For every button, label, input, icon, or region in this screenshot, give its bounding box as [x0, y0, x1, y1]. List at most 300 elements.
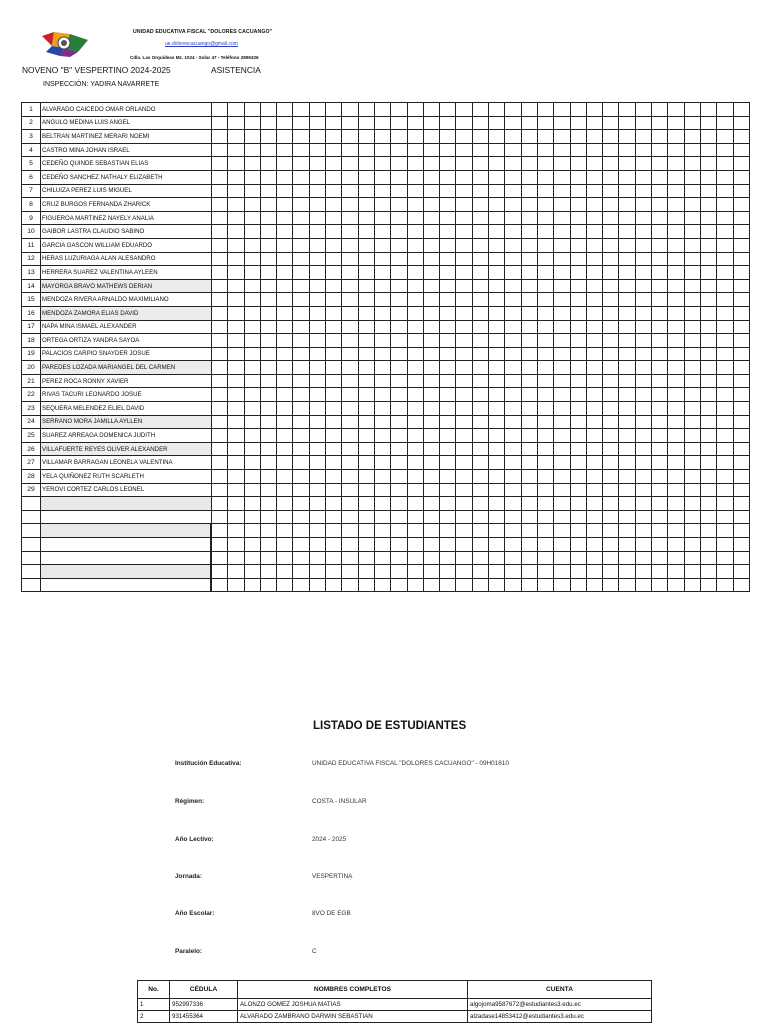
attendance-cell[interactable]: [309, 116, 325, 130]
attendance-cell[interactable]: [407, 170, 423, 184]
attendance-cell[interactable]: [456, 170, 472, 184]
attendance-cell[interactable]: [228, 538, 244, 552]
attendance-cell[interactable]: [456, 551, 472, 565]
attendance-cell[interactable]: [652, 306, 668, 320]
attendance-cell[interactable]: [293, 402, 309, 416]
attendance-cell[interactable]: [440, 361, 456, 375]
attendance-cell[interactable]: [521, 103, 537, 117]
attendance-cell[interactable]: [521, 524, 537, 538]
attendance-cell[interactable]: [326, 320, 342, 334]
attendance-cell[interactable]: [554, 442, 570, 456]
attendance-cell[interactable]: [684, 374, 700, 388]
attendance-cell[interactable]: [391, 320, 407, 334]
attendance-cell[interactable]: [717, 116, 733, 130]
attendance-cell[interactable]: [309, 402, 325, 416]
attendance-cell[interactable]: [342, 578, 358, 592]
attendance-cell[interactable]: [717, 565, 733, 579]
attendance-cell[interactable]: [277, 320, 293, 334]
attendance-cell[interactable]: [228, 402, 244, 416]
attendance-cell[interactable]: [244, 388, 260, 402]
attendance-cell[interactable]: [717, 483, 733, 497]
attendance-cell[interactable]: [326, 238, 342, 252]
attendance-cell[interactable]: [554, 510, 570, 524]
attendance-cell[interactable]: [619, 524, 635, 538]
attendance-cell[interactable]: [440, 306, 456, 320]
attendance-cell[interactable]: [733, 130, 749, 144]
attendance-cell[interactable]: [309, 470, 325, 484]
attendance-cell[interactable]: [537, 143, 553, 157]
attendance-cell[interactable]: [489, 143, 505, 157]
attendance-cell[interactable]: [472, 402, 488, 416]
attendance-cell[interactable]: [635, 565, 651, 579]
attendance-cell[interactable]: [700, 524, 716, 538]
attendance-cell[interactable]: [374, 470, 390, 484]
attendance-cell[interactable]: [619, 510, 635, 524]
attendance-cell[interactable]: [260, 143, 276, 157]
attendance-cell[interactable]: [603, 266, 619, 280]
attendance-cell[interactable]: [440, 266, 456, 280]
attendance-cell[interactable]: [211, 279, 228, 293]
attendance-cell[interactable]: [277, 483, 293, 497]
attendance-cell[interactable]: [505, 578, 521, 592]
attendance-cell[interactable]: [537, 456, 553, 470]
attendance-cell[interactable]: [407, 293, 423, 307]
attendance-cell[interactable]: [733, 456, 749, 470]
attendance-cell[interactable]: [309, 497, 325, 511]
attendance-cell[interactable]: [554, 470, 570, 484]
attendance-cell[interactable]: [358, 374, 374, 388]
attendance-cell[interactable]: [717, 456, 733, 470]
attendance-cell[interactable]: [423, 538, 439, 552]
attendance-cell[interactable]: [619, 470, 635, 484]
attendance-cell[interactable]: [309, 266, 325, 280]
attendance-cell[interactable]: [358, 170, 374, 184]
attendance-cell[interactable]: [635, 211, 651, 225]
attendance-cell[interactable]: [700, 578, 716, 592]
attendance-cell[interactable]: [652, 198, 668, 212]
attendance-cell[interactable]: [570, 103, 586, 117]
attendance-cell[interactable]: [260, 524, 276, 538]
attendance-cell[interactable]: [423, 415, 439, 429]
attendance-cell[interactable]: [652, 279, 668, 293]
attendance-cell[interactable]: [700, 238, 716, 252]
attendance-cell[interactable]: [586, 538, 602, 552]
attendance-cell[interactable]: [554, 538, 570, 552]
attendance-cell[interactable]: [391, 374, 407, 388]
attendance-cell[interactable]: [472, 266, 488, 280]
attendance-cell[interactable]: [211, 238, 228, 252]
attendance-cell[interactable]: [668, 238, 684, 252]
attendance-cell[interactable]: [228, 157, 244, 171]
attendance-cell[interactable]: [260, 565, 276, 579]
attendance-cell[interactable]: [684, 252, 700, 266]
attendance-cell[interactable]: [505, 103, 521, 117]
attendance-cell[interactable]: [489, 442, 505, 456]
attendance-cell[interactable]: [489, 510, 505, 524]
attendance-cell[interactable]: [309, 429, 325, 443]
attendance-cell[interactable]: [684, 388, 700, 402]
attendance-cell[interactable]: [423, 225, 439, 239]
attendance-cell[interactable]: [391, 347, 407, 361]
attendance-cell[interactable]: [374, 279, 390, 293]
attendance-cell[interactable]: [603, 442, 619, 456]
attendance-cell[interactable]: [684, 170, 700, 184]
attendance-cell[interactable]: [489, 184, 505, 198]
attendance-cell[interactable]: [586, 211, 602, 225]
attendance-cell[interactable]: [472, 551, 488, 565]
attendance-cell[interactable]: [472, 184, 488, 198]
attendance-cell[interactable]: [391, 551, 407, 565]
attendance-cell[interactable]: [603, 510, 619, 524]
attendance-cell[interactable]: [717, 279, 733, 293]
attendance-cell[interactable]: [684, 470, 700, 484]
attendance-cell[interactable]: [358, 538, 374, 552]
attendance-cell[interactable]: [700, 565, 716, 579]
attendance-cell[interactable]: [277, 347, 293, 361]
attendance-cell[interactable]: [440, 116, 456, 130]
attendance-cell[interactable]: [277, 238, 293, 252]
attendance-cell[interactable]: [456, 266, 472, 280]
attendance-cell[interactable]: [635, 402, 651, 416]
attendance-cell[interactable]: [537, 551, 553, 565]
attendance-cell[interactable]: [440, 402, 456, 416]
attendance-cell[interactable]: [554, 497, 570, 511]
attendance-cell[interactable]: [391, 103, 407, 117]
attendance-cell[interactable]: [635, 429, 651, 443]
attendance-cell[interactable]: [407, 510, 423, 524]
attendance-cell[interactable]: [440, 442, 456, 456]
attendance-cell[interactable]: [423, 157, 439, 171]
attendance-cell[interactable]: [472, 293, 488, 307]
attendance-cell[interactable]: [586, 578, 602, 592]
attendance-cell[interactable]: [456, 374, 472, 388]
attendance-cell[interactable]: [456, 252, 472, 266]
attendance-cell[interactable]: [309, 184, 325, 198]
attendance-cell[interactable]: [309, 374, 325, 388]
attendance-cell[interactable]: [700, 130, 716, 144]
attendance-cell[interactable]: [293, 578, 309, 592]
attendance-cell[interactable]: [733, 347, 749, 361]
attendance-cell[interactable]: [635, 415, 651, 429]
attendance-cell[interactable]: [456, 334, 472, 348]
attendance-cell[interactable]: [293, 334, 309, 348]
attendance-cell[interactable]: [733, 510, 749, 524]
attendance-cell[interactable]: [586, 225, 602, 239]
attendance-cell[interactable]: [668, 388, 684, 402]
attendance-cell[interactable]: [342, 456, 358, 470]
attendance-cell[interactable]: [326, 497, 342, 511]
attendance-cell[interactable]: [440, 334, 456, 348]
attendance-cell[interactable]: [684, 442, 700, 456]
attendance-cell[interactable]: [309, 456, 325, 470]
attendance-cell[interactable]: [211, 143, 228, 157]
attendance-cell[interactable]: [358, 483, 374, 497]
attendance-cell[interactable]: [668, 184, 684, 198]
attendance-cell[interactable]: [472, 415, 488, 429]
attendance-cell[interactable]: [342, 252, 358, 266]
attendance-cell[interactable]: [358, 510, 374, 524]
attendance-cell[interactable]: [619, 497, 635, 511]
attendance-cell[interactable]: [603, 143, 619, 157]
attendance-cell[interactable]: [603, 565, 619, 579]
attendance-cell[interactable]: [586, 374, 602, 388]
attendance-cell[interactable]: [260, 538, 276, 552]
attendance-cell[interactable]: [652, 334, 668, 348]
attendance-cell[interactable]: [521, 402, 537, 416]
attendance-cell[interactable]: [570, 442, 586, 456]
attendance-cell[interactable]: [603, 551, 619, 565]
attendance-cell[interactable]: [537, 279, 553, 293]
attendance-cell[interactable]: [586, 470, 602, 484]
attendance-cell[interactable]: [260, 578, 276, 592]
attendance-cell[interactable]: [472, 252, 488, 266]
attendance-cell[interactable]: [489, 225, 505, 239]
attendance-cell[interactable]: [521, 266, 537, 280]
attendance-cell[interactable]: [489, 252, 505, 266]
attendance-cell[interactable]: [472, 306, 488, 320]
attendance-cell[interactable]: [277, 429, 293, 443]
attendance-cell[interactable]: [505, 565, 521, 579]
attendance-cell[interactable]: [342, 116, 358, 130]
attendance-cell[interactable]: [358, 157, 374, 171]
attendance-cell[interactable]: [700, 266, 716, 280]
attendance-cell[interactable]: [260, 211, 276, 225]
attendance-cell[interactable]: [472, 103, 488, 117]
attendance-cell[interactable]: [652, 143, 668, 157]
attendance-cell[interactable]: [652, 347, 668, 361]
attendance-cell[interactable]: [423, 103, 439, 117]
attendance-cell[interactable]: [554, 456, 570, 470]
attendance-cell[interactable]: [635, 170, 651, 184]
attendance-cell[interactable]: [309, 320, 325, 334]
attendance-cell[interactable]: [652, 320, 668, 334]
attendance-cell[interactable]: [733, 402, 749, 416]
attendance-cell[interactable]: [603, 538, 619, 552]
attendance-cell[interactable]: [211, 347, 228, 361]
attendance-cell[interactable]: [733, 252, 749, 266]
attendance-cell[interactable]: [635, 361, 651, 375]
attendance-cell[interactable]: [326, 470, 342, 484]
attendance-cell[interactable]: [440, 170, 456, 184]
attendance-cell[interactable]: [717, 551, 733, 565]
attendance-cell[interactable]: [211, 565, 228, 579]
attendance-cell[interactable]: [668, 225, 684, 239]
attendance-cell[interactable]: [244, 361, 260, 375]
attendance-cell[interactable]: [440, 279, 456, 293]
attendance-cell[interactable]: [391, 361, 407, 375]
attendance-cell[interactable]: [440, 211, 456, 225]
attendance-cell[interactable]: [603, 293, 619, 307]
attendance-cell[interactable]: [456, 320, 472, 334]
attendance-cell[interactable]: [228, 347, 244, 361]
attendance-cell[interactable]: [668, 170, 684, 184]
attendance-cell[interactable]: [374, 361, 390, 375]
attendance-cell[interactable]: [326, 347, 342, 361]
attendance-cell[interactable]: [228, 293, 244, 307]
attendance-cell[interactable]: [293, 170, 309, 184]
attendance-cell[interactable]: [260, 442, 276, 456]
attendance-cell[interactable]: [733, 157, 749, 171]
attendance-cell[interactable]: [505, 143, 521, 157]
attendance-cell[interactable]: [700, 225, 716, 239]
attendance-cell[interactable]: [537, 347, 553, 361]
attendance-cell[interactable]: [358, 524, 374, 538]
attendance-cell[interactable]: [521, 334, 537, 348]
attendance-cell[interactable]: [277, 374, 293, 388]
attendance-cell[interactable]: [342, 103, 358, 117]
attendance-cell[interactable]: [342, 361, 358, 375]
attendance-cell[interactable]: [570, 279, 586, 293]
attendance-cell[interactable]: [374, 483, 390, 497]
attendance-cell[interactable]: [668, 402, 684, 416]
attendance-cell[interactable]: [244, 334, 260, 348]
attendance-cell[interactable]: [293, 116, 309, 130]
attendance-cell[interactable]: [570, 538, 586, 552]
attendance-cell[interactable]: [505, 470, 521, 484]
attendance-cell[interactable]: [619, 483, 635, 497]
attendance-cell[interactable]: [554, 524, 570, 538]
attendance-cell[interactable]: [505, 279, 521, 293]
attendance-cell[interactable]: [537, 578, 553, 592]
attendance-cell[interactable]: [505, 266, 521, 280]
attendance-cell[interactable]: [244, 320, 260, 334]
attendance-cell[interactable]: [407, 266, 423, 280]
attendance-cell[interactable]: [603, 320, 619, 334]
attendance-cell[interactable]: [570, 306, 586, 320]
attendance-cell[interactable]: [293, 497, 309, 511]
attendance-cell[interactable]: [489, 266, 505, 280]
attendance-cell[interactable]: [228, 320, 244, 334]
attendance-cell[interactable]: [717, 374, 733, 388]
attendance-cell[interactable]: [700, 306, 716, 320]
attendance-cell[interactable]: [440, 143, 456, 157]
attendance-cell[interactable]: [228, 374, 244, 388]
attendance-cell[interactable]: [619, 279, 635, 293]
attendance-cell[interactable]: [456, 347, 472, 361]
attendance-cell[interactable]: [293, 238, 309, 252]
attendance-cell[interactable]: [603, 306, 619, 320]
attendance-cell[interactable]: [700, 170, 716, 184]
attendance-cell[interactable]: [342, 170, 358, 184]
attendance-cell[interactable]: [407, 470, 423, 484]
attendance-cell[interactable]: [326, 538, 342, 552]
attendance-cell[interactable]: [342, 334, 358, 348]
attendance-cell[interactable]: [570, 143, 586, 157]
attendance-cell[interactable]: [260, 238, 276, 252]
attendance-cell[interactable]: [211, 456, 228, 470]
attendance-cell[interactable]: [391, 497, 407, 511]
attendance-cell[interactable]: [586, 429, 602, 443]
attendance-cell[interactable]: [619, 103, 635, 117]
attendance-cell[interactable]: [342, 266, 358, 280]
attendance-cell[interactable]: [619, 170, 635, 184]
attendance-cell[interactable]: [260, 184, 276, 198]
attendance-cell[interactable]: [374, 211, 390, 225]
attendance-cell[interactable]: [456, 402, 472, 416]
attendance-cell[interactable]: [700, 252, 716, 266]
attendance-cell[interactable]: [211, 442, 228, 456]
attendance-cell[interactable]: [717, 415, 733, 429]
attendance-cell[interactable]: [570, 470, 586, 484]
attendance-cell[interactable]: [684, 211, 700, 225]
attendance-cell[interactable]: [619, 374, 635, 388]
attendance-cell[interactable]: [537, 388, 553, 402]
attendance-cell[interactable]: [570, 361, 586, 375]
attendance-cell[interactable]: [228, 442, 244, 456]
attendance-cell[interactable]: [505, 551, 521, 565]
attendance-cell[interactable]: [717, 170, 733, 184]
attendance-cell[interactable]: [456, 470, 472, 484]
attendance-cell[interactable]: [374, 510, 390, 524]
attendance-cell[interactable]: [342, 524, 358, 538]
attendance-cell[interactable]: [635, 538, 651, 552]
attendance-cell[interactable]: [391, 442, 407, 456]
attendance-cell[interactable]: [211, 225, 228, 239]
attendance-cell[interactable]: [521, 510, 537, 524]
attendance-cell[interactable]: [521, 538, 537, 552]
attendance-cell[interactable]: [228, 116, 244, 130]
attendance-cell[interactable]: [358, 306, 374, 320]
attendance-cell[interactable]: [423, 238, 439, 252]
attendance-cell[interactable]: [505, 374, 521, 388]
attendance-cell[interactable]: [570, 334, 586, 348]
attendance-cell[interactable]: [358, 388, 374, 402]
attendance-cell[interactable]: [374, 130, 390, 144]
attendance-cell[interactable]: [309, 578, 325, 592]
attendance-cell[interactable]: [668, 266, 684, 280]
attendance-cell[interactable]: [733, 429, 749, 443]
attendance-cell[interactable]: [717, 442, 733, 456]
attendance-cell[interactable]: [652, 565, 668, 579]
attendance-cell[interactable]: [570, 497, 586, 511]
attendance-cell[interactable]: [489, 334, 505, 348]
attendance-cell[interactable]: [700, 415, 716, 429]
attendance-cell[interactable]: [342, 483, 358, 497]
attendance-cell[interactable]: [570, 211, 586, 225]
attendance-cell[interactable]: [260, 157, 276, 171]
attendance-cell[interactable]: [537, 306, 553, 320]
attendance-cell[interactable]: [505, 238, 521, 252]
attendance-cell[interactable]: [717, 320, 733, 334]
attendance-cell[interactable]: [228, 510, 244, 524]
attendance-cell[interactable]: [619, 578, 635, 592]
attendance-cell[interactable]: [586, 116, 602, 130]
attendance-cell[interactable]: [489, 116, 505, 130]
attendance-cell[interactable]: [260, 198, 276, 212]
attendance-cell[interactable]: [717, 198, 733, 212]
attendance-cell[interactable]: [554, 116, 570, 130]
attendance-cell[interactable]: [635, 103, 651, 117]
attendance-cell[interactable]: [684, 116, 700, 130]
attendance-cell[interactable]: [537, 470, 553, 484]
attendance-cell[interactable]: [358, 143, 374, 157]
attendance-cell[interactable]: [537, 374, 553, 388]
attendance-cell[interactable]: [407, 483, 423, 497]
attendance-cell[interactable]: [440, 497, 456, 511]
attendance-cell[interactable]: [570, 456, 586, 470]
attendance-cell[interactable]: [260, 415, 276, 429]
attendance-cell[interactable]: [570, 415, 586, 429]
attendance-cell[interactable]: [391, 293, 407, 307]
attendance-cell[interactable]: [358, 578, 374, 592]
attendance-cell[interactable]: [717, 184, 733, 198]
attendance-cell[interactable]: [472, 497, 488, 511]
attendance-cell[interactable]: [407, 374, 423, 388]
attendance-cell[interactable]: [652, 157, 668, 171]
attendance-cell[interactable]: [456, 293, 472, 307]
attendance-cell[interactable]: [717, 143, 733, 157]
attendance-cell[interactable]: [277, 470, 293, 484]
